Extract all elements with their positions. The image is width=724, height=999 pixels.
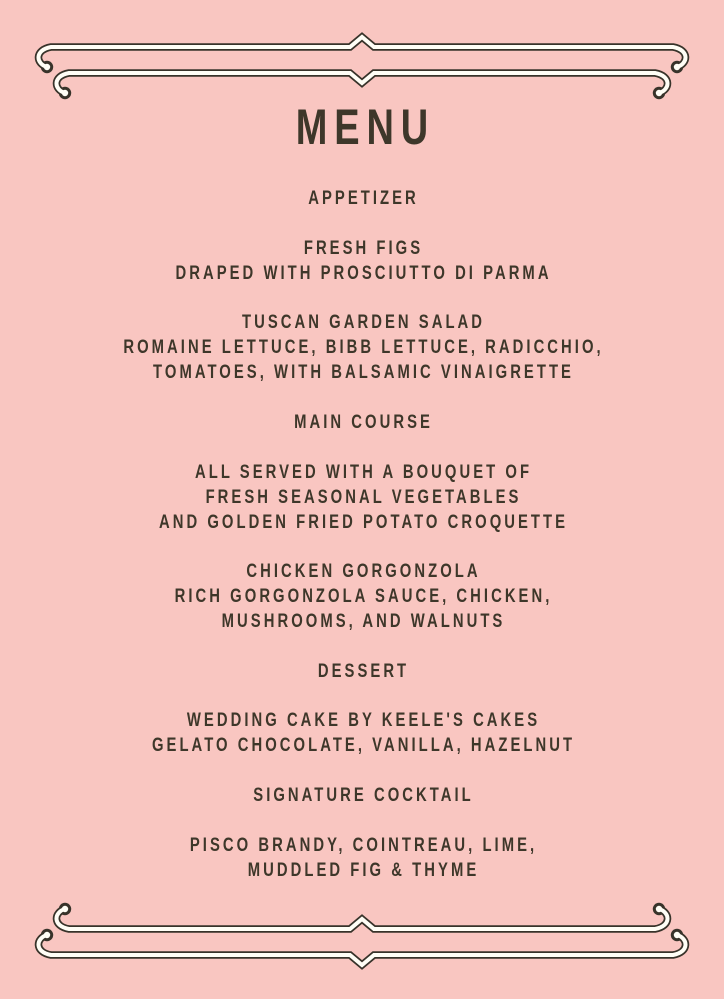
section-heading: MAIN COURSE <box>294 410 433 433</box>
menu-item-line: ROMAINE LETTUCE, BIBB LETTUCE, RADICCHIO, <box>123 336 604 359</box>
menu-item <box>87 833 637 883</box>
flourish-bottom-icon <box>0 899 724 999</box>
menu-item-line: TUSCAN GARDEN SALAD <box>242 311 486 334</box>
menu-item-line: DRAPED WITH PROSCIUTTO DI PARMA <box>175 261 552 284</box>
menu-item <box>87 310 637 385</box>
section-signature-cocktail <box>87 783 637 883</box>
menu-item-line: AND GOLDEN FRIED POTATO CROQUETTE <box>158 510 569 533</box>
menu-item-line: GELATO CHOCOLATE, VANILLA, HAZELNUT <box>151 734 576 757</box>
section-appetizer <box>87 186 637 385</box>
menu-item-line: RICH GORGONZOLA SAUCE, CHICKEN, <box>174 585 553 608</box>
menu-item-line: WEDDING CAKE BY KEELE'S CAKES <box>186 709 541 732</box>
menu-item-line: MUDDLED FIG & THYME <box>247 858 480 881</box>
menu-item-line: ALL SERVED WITH A BOUQUET OF <box>194 460 533 483</box>
menu-item <box>87 236 637 286</box>
menu-content <box>87 0 637 999</box>
menu-item <box>87 460 637 535</box>
menu-title: MENU <box>295 99 436 155</box>
menu-item-line: FRESH FIGS <box>303 236 424 259</box>
menu-item-line: FRESH SEASONAL VEGETABLES <box>205 485 522 508</box>
menu-item-line: CHICKEN GORGONZOLA <box>246 560 481 583</box>
menu-item-line: TOMATOES, WITH BALSAMIC VINAIGRETTE <box>153 361 574 384</box>
section-heading: DESSERT <box>317 659 410 682</box>
menu-item-line: MUSHROOMS, AND WALNUTS <box>221 610 506 633</box>
section-main-course <box>87 410 637 634</box>
section-heading: SIGNATURE COCKTAIL <box>253 783 474 806</box>
section-heading: APPETIZER <box>308 187 419 210</box>
menu-item <box>87 708 637 758</box>
menu-item <box>87 559 637 634</box>
menu-item-line: PISCO BRANDY, COINTREAU, LIME, <box>189 833 538 856</box>
section-dessert <box>87 659 637 759</box>
